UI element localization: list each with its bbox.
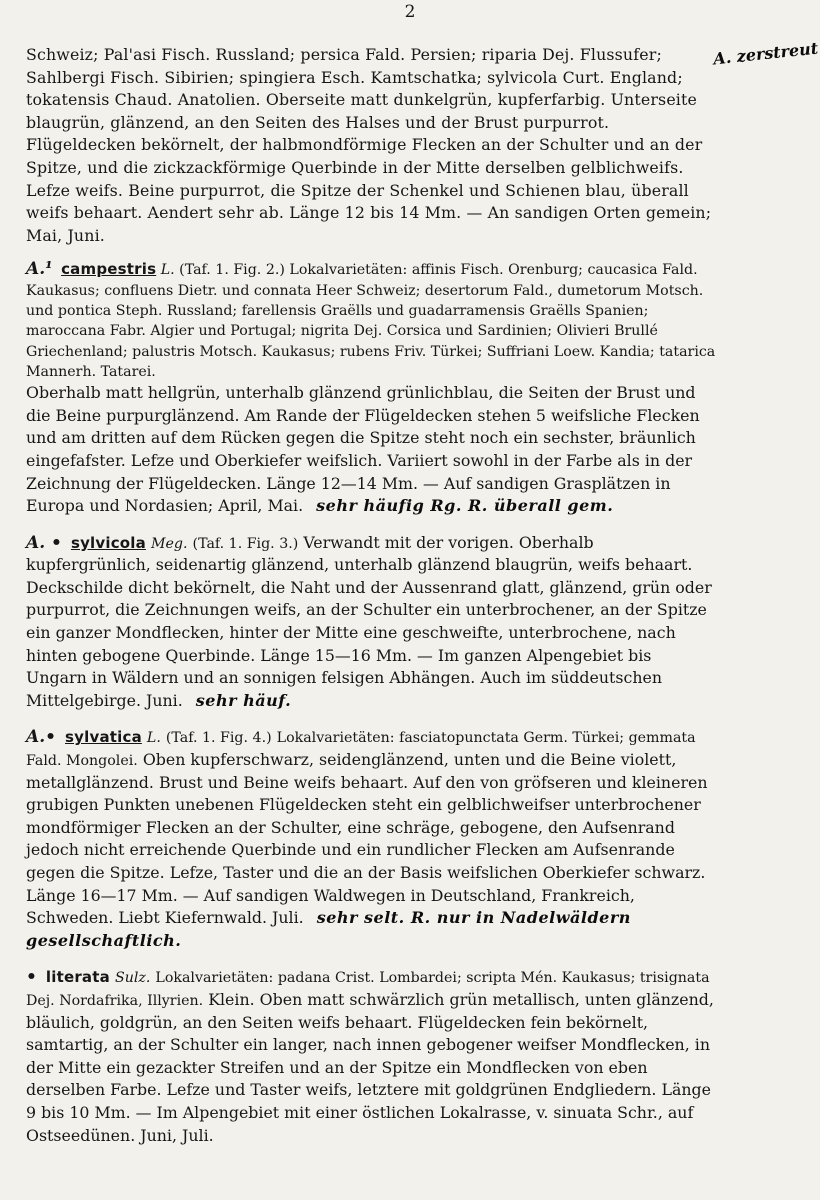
species-name: literata (45, 968, 110, 987)
species-entry-sylvatica (26, 726, 716, 952)
species-description (26, 532, 716, 713)
species-author: L. (146, 730, 161, 747)
species-author: Meg. (151, 535, 188, 552)
page-body (26, 44, 716, 1147)
local-varieties: Lokalvarietäten: affinis Fisch. Orenburg; caucasica Fald. Kaukasus; confluens Dietr. und connata Heer Schweiz; desertorum Fald., dumetorum Motsch. und pontica Steph. Russland; farellensis Graëlls und guadarramensis Graëlls Spanien; maroccana Fabr. Algier und Portugal; nigrita Dej. Corsica und Sardinien; Olivieri Brullé Griechenland; palustris Motsch. Kaukasus; rubens Friv. Türkei; Suffriani Loew. Kandia; tatarica Mannerh. Tatarei. (26, 262, 716, 380)
species-name: sylvatica (65, 728, 142, 747)
species-name: campestris (61, 260, 157, 279)
species-description (26, 382, 716, 518)
species-author: Sulz. (114, 970, 151, 987)
handwritten-annotation: sehr häuf. (195, 690, 292, 710)
handwritten-margin-note: A. zerstreut (712, 38, 819, 69)
handwritten-mark: • (26, 967, 37, 988)
handwritten-mark: A. • (26, 532, 62, 553)
description-text: Oberhalb matt hellgrün, unterhalb glänzend grünlichblau, die Seiten der Brust und die Beine purpurglänzend. Am Rande der Flügeldecken stehen 5 weifsliche Flecken und am dritten auf dem Rücken gegen die Spitze steht noch ein sechster, bräunlich eingefafster. Lefze und Oberkiefer weifslich. Variiert sowohl in der Farbe als in der Zeichnung der Flügeldecken. Länge 12—14 Mm. — Auf sandigen Grasplätzen in Europa und Nordasien; April, Mai. (26, 383, 700, 516)
description-text: Oben kupferschwarz, seidenglänzend, unten und die Beine violett, metallglänzend. Brust und Beine weifs behaart. Auf den von gröfseren und kleineren grubigen Punkten unebenen Flügeldecken steht ein gelblichweifser unterbrochener mondförmiger Flecken an der Schulter, eine schräge, gebogene, den Aufsenrand jedoch nicht erreichende Querbinde und ein rundlicher Flecken am Aufsenrande gegen die Spitze. Lefze, Taster und die an der Basis weifslichen Oberkiefer schwarz. Länge 16—17 Mm. — Auf sandigen Waldwegen in Deutschland, Frankreich, Schweden. Liebt Kiefernwald. Juli. (26, 750, 708, 928)
handwritten-annotation: sehr häufig Rg. R. überall gem. (316, 496, 614, 516)
species-description (26, 966, 716, 1147)
handwritten-mark: A.• (26, 727, 56, 748)
description-text: Klein. Oben matt schwärzlich grün metallisch, unten glänzend, bläulich, goldgrün, an den Seiten weifs behaart. Flügeldecken fein bekörnelt, samtartig, an der Schulter ein langer, nach innen gebogener weifser Mondflecken, in der Mitte ein gezackter Streifen und an der Spitze ein Mondflecken von eben derselben Farbe. Lefze und Taster weifs, letztere mit goldgrünen Endgliedern. Länge 9 bis 10 Mm. — Im Alpengebiet mit einer östlichen Lokalrasse, v. sinuata Schr., auf Ostseedünen. Juni, Juli. (26, 989, 714, 1145)
species-description (26, 726, 716, 952)
figure-ref: (Taf. 1. Fig. 3.) (192, 535, 299, 552)
local-varieties: Lokalvarietäten: fasciatopunctata Germ. Türkei; gemmata Fald. Mongolei. (26, 730, 696, 770)
description-text: Verwandt mit der vorigen. Oberhalb kupfergrünlich, seidenartig glänzend, unterhalb glänzend blaugrün, weifs behaart. Deckschilde dicht bekörnelt, die Naht und der Aussenrand glatt, glänzend, grün oder purpurrot, die Zeichnungen weifs, an der Schulter ein unterbrochener, an der Spitze ein ganzer Mondflecken, hinter der Mitte eine geschweifte, unterbrochene, nach hinten gebogene Querbinde. Länge 15—16 Mm. — Im ganzen Alpengebiet bis Ungarn in Wäldern und an sonnigen felsigen Abhängen. Auch im süddeutschen Mittelgebirge. Juni. (26, 532, 712, 710)
handwritten-annotation: sehr selt. R. nur in Nadelwäldern gesellschaftlich. (26, 908, 631, 950)
intro-paragraph: Schweiz; Pal'asi Fisch. Russland; persica Fald. Persien; riparia Dej. Flussufer; Sahlbergi Fisch. Sibirien; spingiera Esch. Kamtschatka; sylvicola Curt. England; tokatensis Chaud. Anatolien. Oberseite matt dunkelgrün, kupferfarbig. Unterseite blaugrün, glänzend, an den Seiten des Halses und der Brust purpurrot. Flügeldecken bekörnelt, der halbmondförmige Flecken an der Schulter und an der Spitze, und die zickzackförmige Querbinde in der Mitte derselben gelblichweifs. Lefze weifs. Beine purpurrot, die Spitze der Schenkel und Schienen blau, überall weifs behaart. Aendert sehr ab. Länge 12 bis 14 Mm. — An sandigen Orten gemein; Mai, Juni. (26, 45, 712, 245)
entry-header (26, 259, 716, 382)
species-entry-sylvicola (26, 532, 716, 713)
species-author: L. (160, 262, 175, 279)
figure-ref: (Taf. 1. Fig. 4.) (165, 730, 272, 747)
species-entry-literata (26, 966, 716, 1147)
handwritten-mark: A.¹ (26, 259, 53, 280)
species-entry-campestris (26, 259, 716, 517)
local-varieties: Lokalvarietäten: padana Crist. Lombardei; scripta Mén. Kaukasus; trisignata Dej. Nordafrika, Illyrien. (26, 970, 710, 1009)
species-name: sylvicola (70, 533, 146, 552)
page-number: 2 (404, 2, 416, 22)
figure-ref: (Taf. 1. Fig. 2.) (179, 262, 285, 279)
